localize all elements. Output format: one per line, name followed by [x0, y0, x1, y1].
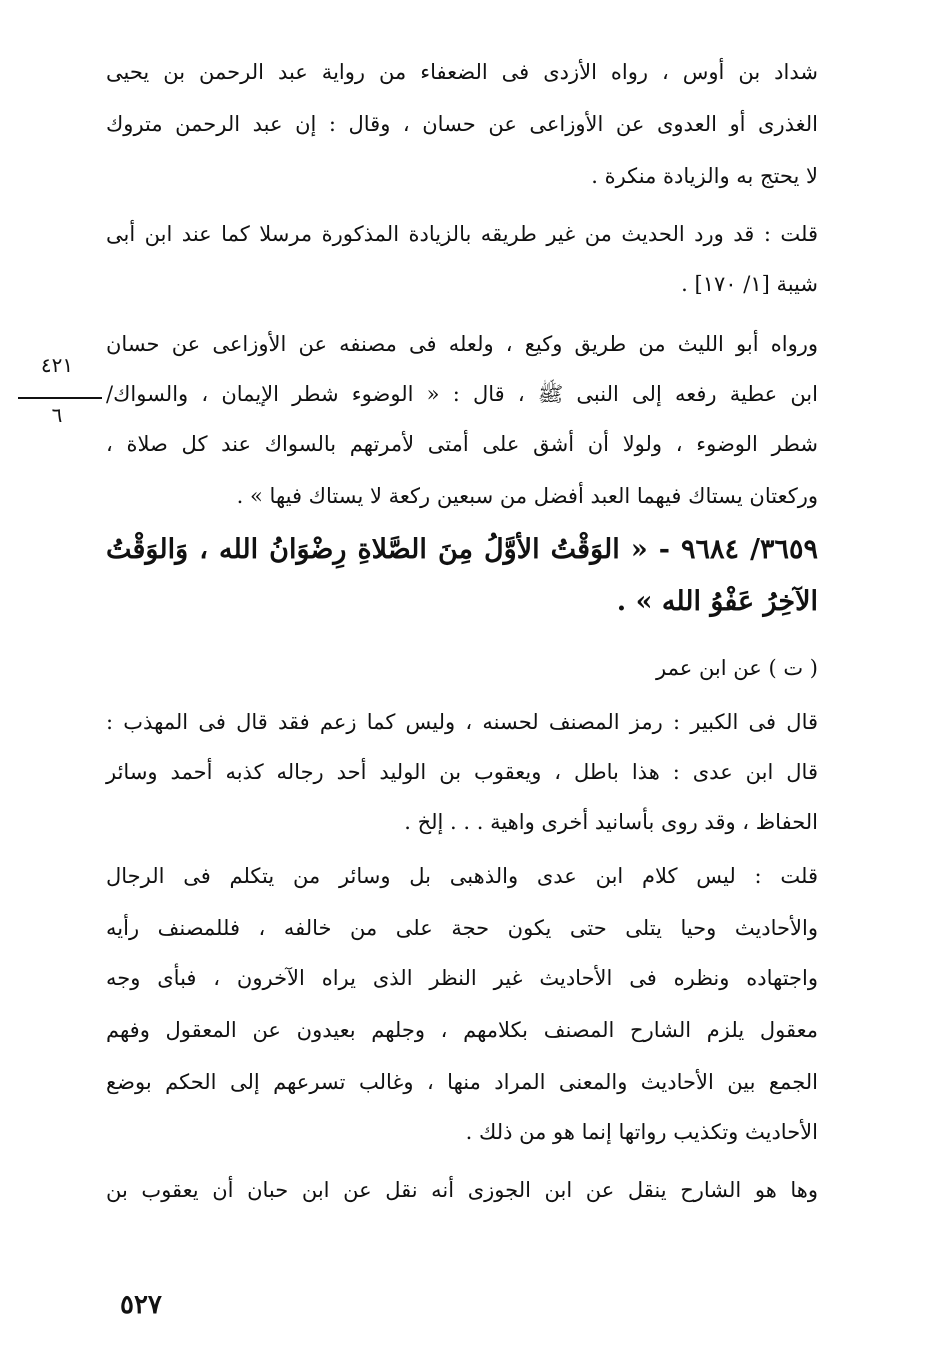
text-line: واجتهاده ونظره فى الأحاديث غير النظر الذى يراه الآخرون ، فبأى وجه [106, 966, 818, 990]
text-line: قلت : ليس كلام ابن عدى والذهبى بل وسائر من يتكلم فى الرجال [106, 864, 818, 888]
text-line: الأحاديث وتكذيب رواتها إنما هو من ذلك . [465, 1120, 818, 1144]
margin-reference-bottom: ٦ [51, 403, 63, 427]
text-line: الحفاظ ، وقد روى بأسانيد أخرى واهية . . . إلخ . [404, 810, 818, 834]
text-line: الجمع بين الأحاديث والمعنى المراد منها ، وغالب تسرعهم إلى الحكم بوضع [106, 1070, 818, 1094]
hadith-source: ( ت ) عن ابن عمر [656, 656, 818, 680]
hadith-heading: ٣٦٥٩/ ٩٦٨٤ - « الوَقْتُ الأوَّلُ مِنَ الصَّلاةِ رِضْوَانُ الله ، وَالوَقْتُ [106, 534, 818, 565]
text-line: وركعتان يستاك فيهما العبد أفضل من سبعين ركعة لا يستاك فيها » . [236, 484, 818, 508]
text-line: لا يحتج به والزيادة منكرة . [591, 164, 818, 188]
text-line: قلت : قد ورد الحديث من غير طريقه بالزيادة المذكورة مرسلا كما عند ابن أبى [106, 222, 818, 246]
page-number: ٥٢٧ [120, 1290, 162, 1320]
text-line: ورواه أبو الليث من طريق وكيع ، ولعله فى مصنفه عن الأوزاعى عن حسان [106, 332, 818, 356]
text-line: وها هو الشارح ينقل عن ابن الجوزى أنه نقل عن ابن حبان أن يعقوب بن [106, 1178, 818, 1202]
text-line: ابن عطية رفعه إلى النبى ﷺ ، قال : « الوضوء شطر الإيمان ، والسواك/ [106, 382, 818, 406]
text-line: شداد بن أوس ، رواه الأزدى فى الضعفاء من رواية عبد الرحمن بن يحيى [106, 60, 818, 84]
text-line: معقول يلزم الشارح المصنف بكلامهم ، وجلهم بعيدون عن المعقول وفهم [106, 1018, 818, 1042]
hadith-heading: الآخِرُ عَفْوُ الله » . [616, 586, 818, 617]
text-line: شيبة [١/ ١٧٠] . [681, 272, 818, 296]
text-line: قال فى الكبير : رمز المصنف لحسنه ، وليس كما زعم فقد قال فى المهذب : [106, 710, 818, 734]
text-line: شطر الوضوء ، ولولا أن أشق على أمتى لأمرتهم بالسواك عند كل صلاة ، [106, 432, 818, 456]
text-line: والأحاديث وحيا يتلى حتى يكون حجة على من خالفه ، فللمصنف رأيه [106, 916, 818, 940]
margin-reference-top: ٤٢١ [40, 353, 74, 377]
margin-divider [18, 397, 102, 399]
text-line: الغذرى أو العدوى عن الأوزاعى عن حسان ، وقال : إن عبد الرحمن متروك [106, 112, 818, 136]
text-line: قال ابن عدى : هذا باطل ، ويعقوب بن الوليد أحد رجاله كذبه أحمد وسائر [106, 760, 818, 784]
